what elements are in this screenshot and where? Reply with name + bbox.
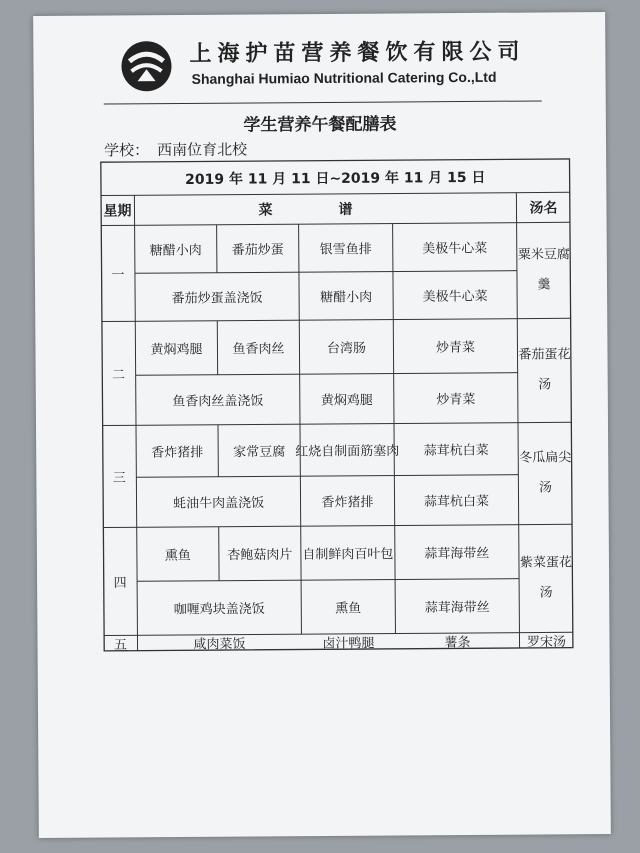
dish: 红烧自制面筋塞肉 [295, 443, 400, 460]
menu-table [100, 158, 573, 651]
dish: 台湾肠 [326, 341, 367, 357]
company-name-cn: 上海护苗营养餐饮有限公司 [189, 38, 526, 67]
document-title: 学生营养午餐配膳表 [243, 114, 397, 136]
humiao-logo-icon [119, 39, 173, 93]
dish: 香炸猪排 [151, 445, 204, 461]
dish: 炒青菜 [436, 392, 476, 408]
dish: 自制鲜肉百叶包 [302, 547, 394, 563]
header-divider [104, 100, 542, 104]
dish: 蒜茸杭白菜 [423, 494, 490, 510]
company-name-en: Shanghai Humiao Nutritional Catering Co.,Ltd [191, 68, 497, 87]
dish: 家常豆腐 [233, 444, 286, 461]
dish: 杏鲍菇肉片 [227, 547, 293, 564]
weekday-label: 二 [112, 367, 126, 383]
weekday-label: 一 [111, 267, 125, 283]
dish: 蒜茸海带丝 [424, 546, 490, 562]
dish: 蒜茸杭白菜 [423, 443, 489, 459]
header-menu-a: 菜 [258, 202, 273, 219]
dish: 糖醋小肉 [320, 290, 373, 306]
school-name: 西南位育北校 [157, 140, 248, 160]
dish: 鱼香肉丝盖浇饭 [172, 393, 264, 410]
letterhead [113, 34, 553, 97]
dish: 鱼香肉丝 [232, 341, 285, 358]
header-menu-b: 谱 [338, 201, 353, 218]
dish: 糖醋小肉 [149, 243, 202, 259]
school-line [104, 138, 255, 160]
soup-name: 紫菜蛋花汤 [519, 555, 573, 601]
document-page [33, 12, 611, 838]
dish: 咖喱鸡块盖浇饭 [173, 601, 265, 618]
dish: 银雪鱼排 [319, 242, 372, 258]
header-weekday: 星期 [103, 203, 132, 220]
soup-name: 粟米豆腐羹 [517, 247, 570, 293]
dish: 蚝油牛肉盖浇饭 [172, 495, 265, 512]
dish: 炒青菜 [435, 340, 476, 356]
soup-name: 冬瓜扁尖汤 [519, 450, 572, 496]
dish: 番茄炒蛋 [231, 242, 284, 259]
dish: 蒜茸海带丝 [424, 600, 490, 616]
soup-name: 罗宋汤 [526, 634, 567, 651]
dish: 美极牛心菜 [422, 289, 488, 305]
weekday-label: 五 [113, 637, 128, 653]
dish: 美极牛心菜 [422, 241, 488, 257]
dish: 熏鱼 [164, 548, 191, 564]
school-label: 学校： [104, 141, 150, 160]
dish: 卤汁鸭腿 [322, 636, 375, 652]
date-range: 2019 年 11 月 11 日~2019 年 11 月 15 日 [185, 169, 486, 188]
dish: 熏鱼 [335, 601, 362, 617]
dish: 黄焖鸡腿 [150, 342, 203, 358]
dish: 黄焖鸡腿 [320, 393, 373, 409]
weekday-label: 四 [113, 575, 127, 591]
soup-name: 番茄蛋花汤 [518, 347, 571, 393]
dish: 香炸猪排 [321, 495, 374, 511]
dish: 咸肉菜饭 [193, 637, 246, 653]
dish: 薯条 [444, 635, 471, 651]
weekday-label: 三 [112, 470, 126, 486]
header-soup: 汤名 [529, 200, 558, 217]
dish: 番茄炒蛋盖浇饭 [171, 290, 263, 307]
